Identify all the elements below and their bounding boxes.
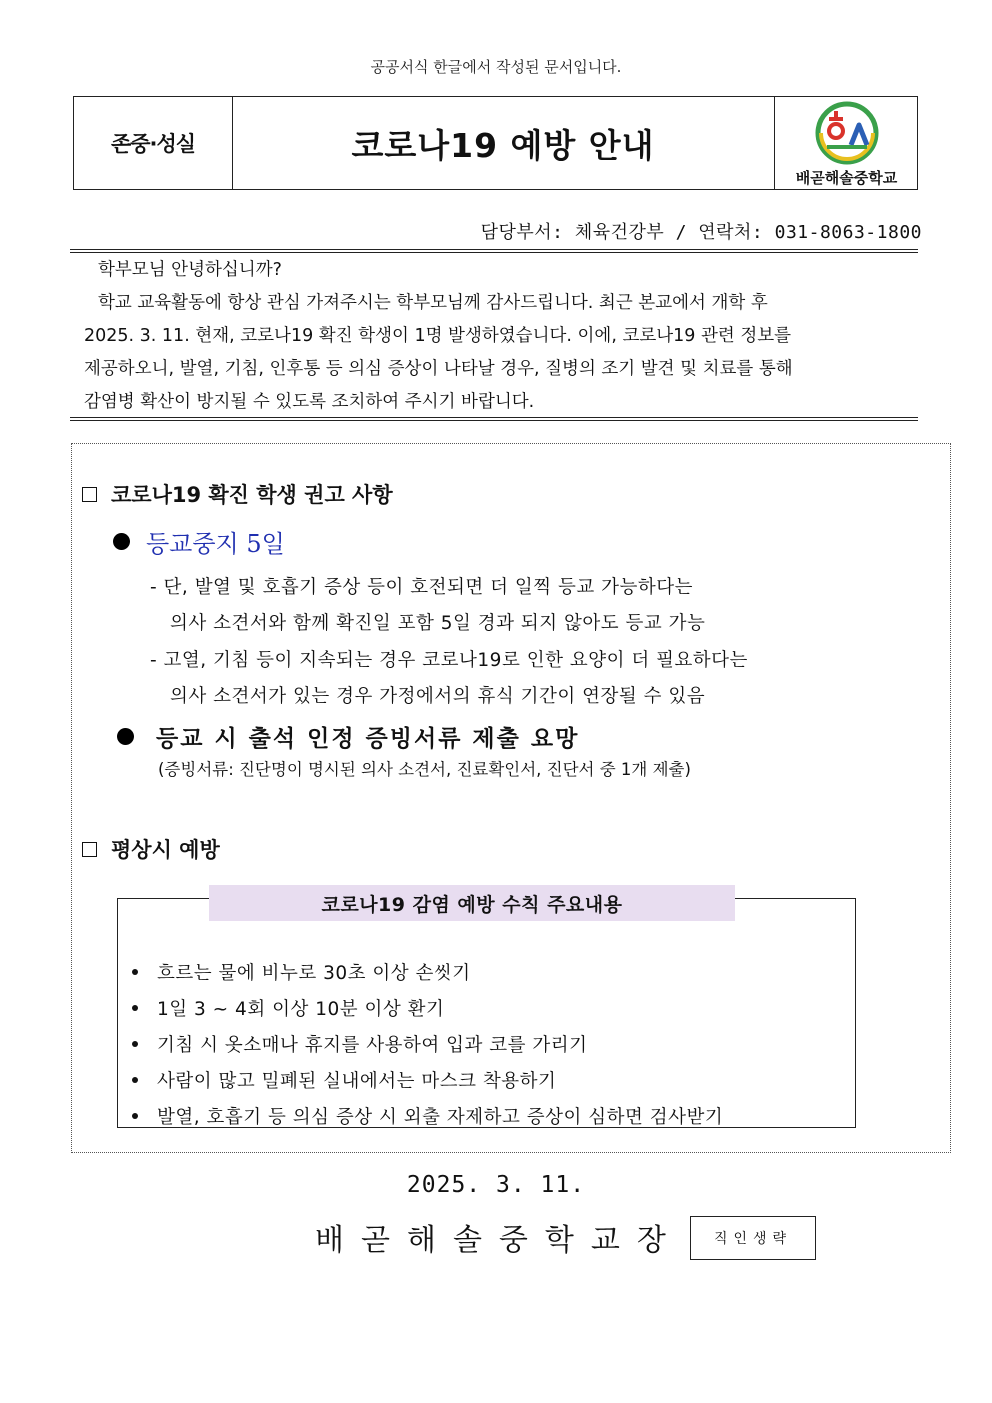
issue-date: 2025. 3. 11. bbox=[406, 1172, 586, 1198]
contact-line: 담당부서: 체육건강부 / 연락처: 031-8063-1800 bbox=[480, 222, 922, 243]
bullet-icon bbox=[132, 1005, 138, 1011]
section1-heading bbox=[82, 479, 393, 509]
intro-line: 감염병 확산이 방지될 수 있도록 조치하여 주시기 바랍니다. bbox=[84, 392, 535, 412]
item1-line: 의사 소견서와 함께 확진일 포함 5일 경과 되지 않아도 등교 가능 bbox=[170, 613, 706, 634]
section2-heading-text: 평상시 예방 bbox=[111, 838, 220, 862]
item1-title bbox=[113, 524, 285, 559]
header-table bbox=[73, 96, 918, 190]
checkbox-square-icon bbox=[82, 487, 97, 502]
school-logo bbox=[774, 97, 918, 189]
list-item bbox=[132, 954, 723, 990]
top-note: 공공서식 한글에서 작성된 문서입니다. bbox=[370, 58, 622, 76]
item2-title bbox=[117, 720, 579, 753]
divider-bottom bbox=[70, 417, 918, 421]
section2-heading bbox=[82, 834, 220, 864]
prevention-list bbox=[132, 954, 723, 1134]
item1-line: - 단, 발열 및 호흡기 증상 등이 호전되면 더 일찍 등교 가능하다는 bbox=[150, 577, 694, 598]
document-title: 코로나19 예방 안내 bbox=[351, 125, 655, 165]
item1-line: - 고열, 기침 등이 지속되는 경우 코로나19로 인한 요양이 더 필요하다는 bbox=[150, 650, 748, 671]
list-item-text: 1일 3 ~ 4회 이상 10분 이상 환기 bbox=[157, 999, 445, 1020]
list-item-text: 사람이 많고 밀폐된 실내에서는 마스크 착용하기 bbox=[157, 1071, 557, 1092]
list-item bbox=[132, 1026, 723, 1062]
school-motto: 존중·성실 bbox=[74, 97, 233, 189]
list-item-text: 발열, 호흡기 등 의심 증상 시 외출 자제하고 증상이 심하면 검사받기 bbox=[157, 1107, 724, 1128]
list-item bbox=[132, 990, 723, 1026]
school-emblem-icon bbox=[815, 101, 879, 165]
principal-name: 배곧해솔중학교장 bbox=[315, 1223, 683, 1258]
bullet-icon bbox=[132, 1077, 138, 1083]
checkbox-square-icon bbox=[82, 842, 97, 857]
bullet-dot-icon bbox=[113, 533, 130, 550]
item1-title-text: 등교중지 5일 bbox=[146, 530, 285, 558]
bullet-icon bbox=[132, 969, 138, 975]
bullet-dot-icon bbox=[117, 728, 134, 745]
item2-note: (증빙서류: 진단명이 명시된 의사 소견서, 진료확인서, 진단서 중 1개 제출) bbox=[158, 760, 691, 779]
divider-top bbox=[70, 249, 918, 253]
bullet-icon bbox=[132, 1113, 138, 1119]
prevention-box-title: 코로나19 감염 예방 수칙 주요내용 bbox=[209, 885, 735, 921]
logo-school-name: 배곧해솔중학교 bbox=[795, 169, 898, 187]
list-item bbox=[132, 1062, 723, 1098]
intro-line: 학교 교육활동에 항상 관심 가져주시는 학부모님께 감사드립니다. 최근 본교에서 개학 후 bbox=[98, 293, 768, 313]
seal-box: 직인생략 bbox=[690, 1216, 816, 1260]
intro-paragraph bbox=[84, 254, 910, 419]
section1-heading-text: 코로나19 확진 학생 권고 사항 bbox=[111, 483, 393, 507]
list-item bbox=[132, 1098, 723, 1134]
list-item-text: 기침 시 옷소매나 휴지를 사용하여 입과 코를 가리기 bbox=[157, 1035, 588, 1056]
intro-greeting: 학부모님 안녕하십니까? bbox=[98, 260, 282, 280]
item1-line: 의사 소견서가 있는 경우 가정에서의 휴식 기간이 연장될 수 있음 bbox=[170, 686, 706, 707]
intro-line: 제공하오니, 발열, 기침, 인후통 등 의심 증상이 나타날 경우, 질병의 조기 발견 및 치료를 통해 bbox=[84, 359, 793, 379]
list-item-text: 흐르는 물에 비누로 30초 이상 손씻기 bbox=[157, 963, 471, 984]
intro-line: 2025. 3. 11. 현재, 코로나19 확진 학생이 1명 발생하였습니다. 이에, 코로나19 관련 정보를 bbox=[84, 326, 792, 346]
item2-title-text: 등교 시 출석 인정 증빙서류 제출 요망 bbox=[156, 725, 580, 752]
bullet-icon bbox=[132, 1041, 138, 1047]
